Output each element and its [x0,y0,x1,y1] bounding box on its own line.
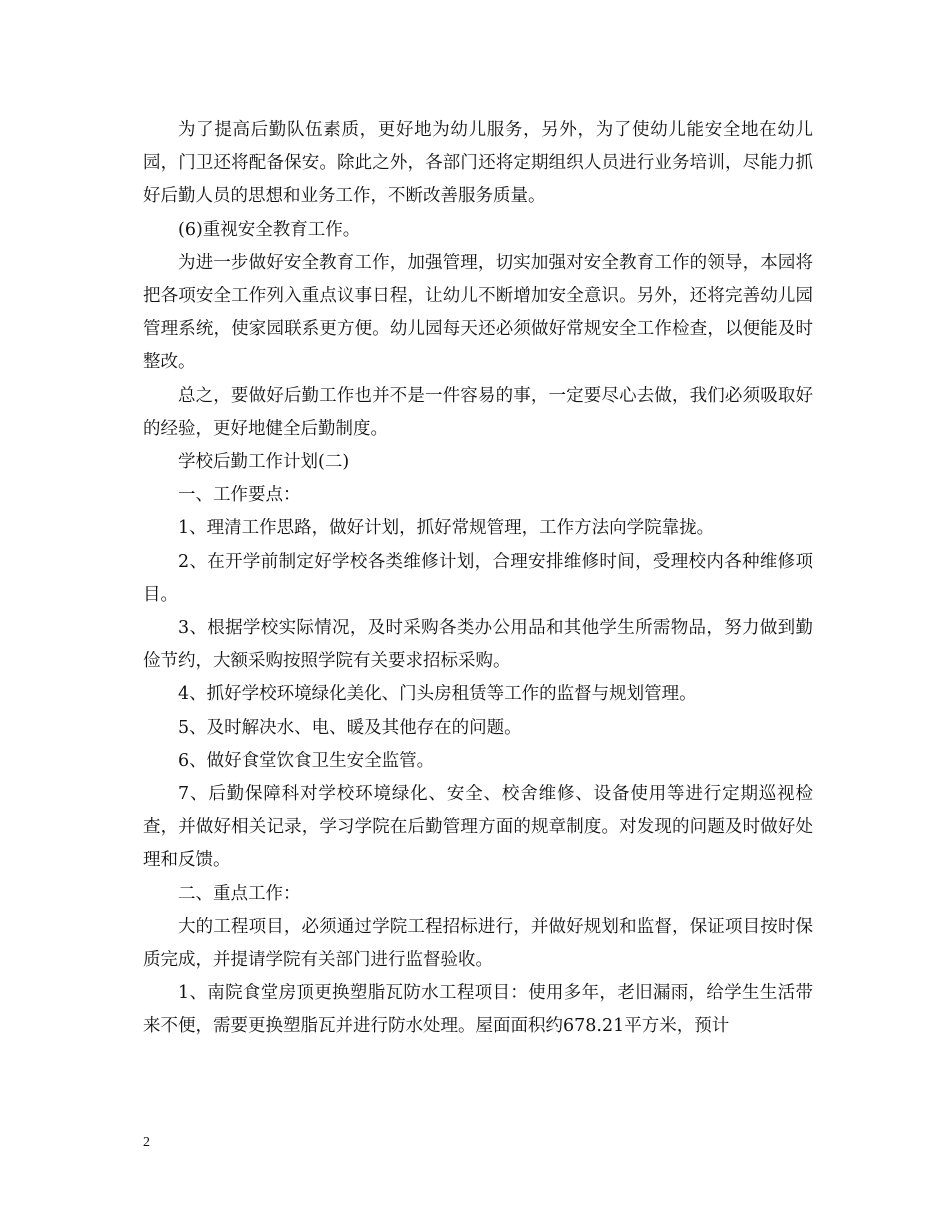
paragraph-major-projects: 大的工程项目，必须通过学院工程招标进行，并做好规划和监督，保证项目按时保质完成，并提请学院有关部门进行监督验收。 [143,916,813,971]
paragraph-conclusion: 总之，要做好后勤工作也并不是一件容易的事，一定要尽心去做，我们必须吸取好的经验，更好地健全后勤制度。 [143,385,813,439]
list-item-4: 4、抓好学校环境绿化美化、门头房租赁等工作的监督与规划管理。 [178,684,697,705]
list-item-1: 1、理清工作思路，做好计划，抓好常规管理，工作方法向学院靠拢。 [178,518,715,539]
paragraph-logistics-quality: 为了提高后勤队伍素质，更好地为幼儿服务，另外，为了使幼儿能安全地在幼儿园，门卫还将配备保安。除此之外，各部门还将定期组织人员进行业务培训，尽能力抓好后勤人员的思想和业务工作，不断改善服务质量。 [143,120,813,207]
list-item-3: 3、根据学校实际情况，及时采购各类办公用品和其他学生所需物品，努力做到勤俭节约，大额采购按照学院有关要求招标采购。 [143,618,813,672]
paragraph-south-canteen-project: 1、南院食堂房顶更换塑脂瓦防水工程项目：使用多年，老旧漏雨，给学生生活带来不便，需要更换塑脂瓦并进行防水处理。屋面面积约678.21平方米，预计 [143,983,813,1037]
heading-key-work: 二、重点工作： [178,883,301,904]
list-item-5: 5、及时解决水、电、暖及其他存在的问题。 [178,717,522,738]
heading-work-points: 一、工作要点： [178,485,301,506]
section-title-plan-two: 学校后勤工作计划(二) [178,452,350,473]
document-body [143,114,813,1044]
paragraph-safety-education: 为进一步做好安全教育工作，加强管理，切实加强对安全教育工作的领导，本园将把各项安全工作列入重点议事日程，让幼儿不断增加安全意识。另外，还将完善幼儿园管理系统，使家园联系更方便。幼儿园每天还必须做好常规安全工作检查，以便能及时整改。 [143,252,813,373]
list-item-7: 7、后勤保障科对学校环境绿化、安全、校舍维修、设备使用等进行定期巡视检查，并做好相关记录，学习学院在后勤管理方面的规章制度。对发现的问题及时做好处理和反馈。 [143,784,813,871]
list-item-2: 2、在开学前制定好学校各类维修计划，合理安排维修时间，受理校内各种维修项目。 [143,551,813,605]
paragraph-safety-heading: (6)重视安全教育工作。 [178,219,361,240]
list-item-6: 6、做好食堂饮食卫生安全监管。 [178,750,435,771]
page-number: 2 [143,1135,150,1150]
